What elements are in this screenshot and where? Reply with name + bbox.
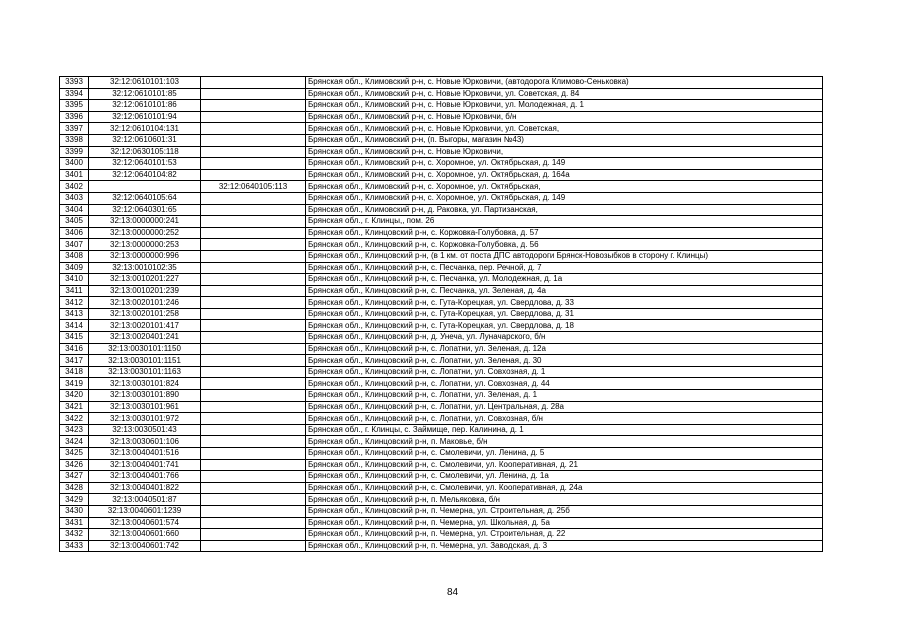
secondary-cadastral-number-cell — [201, 204, 306, 216]
secondary-cadastral-number-cell — [201, 390, 306, 402]
secondary-cadastral-number-cell — [201, 401, 306, 413]
address-cell: Брянская обл., Клинцовский р-н, с. Лопатни, ул. Зеленая, д. 1 — [306, 390, 823, 402]
cadastral-number-cell: 32:12:0640301:65 — [89, 204, 201, 216]
row-number-cell: 3411 — [60, 285, 89, 297]
address-cell: Брянская обл., Клинцовский р-н, п. Чемерна, ул. Строительная, д. 22 — [306, 529, 823, 541]
secondary-cadastral-number-cell — [201, 459, 306, 471]
table-row — [60, 343, 823, 355]
secondary-cadastral-number-cell — [201, 216, 306, 228]
table-row — [60, 424, 823, 436]
table-row — [60, 366, 823, 378]
registry-table-body — [60, 77, 823, 552]
table-row — [60, 204, 823, 216]
address-cell: Брянская обл., Клинцовский р-н, с. Смолевичи, ул. Ленина, д. 5 — [306, 448, 823, 460]
table-row — [60, 355, 823, 367]
row-number-cell: 3409 — [60, 262, 89, 274]
address-cell: Брянская обл., Клинцовский р-н, п. Маковье, б/н — [306, 436, 823, 448]
cadastral-number-cell: 32:13:0020101:417 — [89, 320, 201, 332]
row-number-cell: 3416 — [60, 343, 89, 355]
address-cell: Брянская обл., Клинцовский р-н, с. Гута-Корецкая, ул. Свердлова, д. 31 — [306, 308, 823, 320]
address-cell: Брянская обл., Клинцовский р-н, с. Гута-Корецкая, ул. Свердлова, д. 33 — [306, 297, 823, 309]
secondary-cadastral-number-cell — [201, 77, 306, 89]
row-number-cell: 3401 — [60, 169, 89, 181]
secondary-cadastral-number-cell — [201, 274, 306, 286]
cadastral-number-cell: 32:12:0610101:94 — [89, 111, 201, 123]
row-number-cell: 3418 — [60, 366, 89, 378]
row-number-cell: 3424 — [60, 436, 89, 448]
cadastral-number-cell: 32:13:0020101:258 — [89, 308, 201, 320]
table-row — [60, 123, 823, 135]
table-row — [60, 494, 823, 506]
address-cell: Брянская обл., Клинцовский р-н, п. Мельяковка, б/н — [306, 494, 823, 506]
secondary-cadastral-number-cell: 32:12:0640105:113 — [201, 181, 306, 193]
address-cell: Брянская обл., Клинцовский р-н, с. Гута-Корецкая, ул. Свердлова, д. 18 — [306, 320, 823, 332]
address-cell: Брянская обл., Клинцовский р-н, с. Смолевичи, ул. Кооперативная, д. 21 — [306, 459, 823, 471]
row-number-cell: 3417 — [60, 355, 89, 367]
address-cell: Брянская обл., Климовский р-н, с. Хоромное, ул. Октябрьская, д. 164а — [306, 169, 823, 181]
secondary-cadastral-number-cell — [201, 343, 306, 355]
address-cell: Брянская обл., Клинцовский р-н, с. Песчанка, ул. Зеленая, д. 4а — [306, 285, 823, 297]
table-row — [60, 297, 823, 309]
address-cell: Брянская обл., Климовский р-н, с. Новые Юрковичи, б/н — [306, 111, 823, 123]
cadastral-number-cell: 32:13:0030101:1163 — [89, 366, 201, 378]
table-row — [60, 285, 823, 297]
cadastral-number-cell: 32:13:0030101:1150 — [89, 343, 201, 355]
table-row — [60, 250, 823, 262]
page-number: 84 — [446, 587, 459, 598]
cadastral-number-cell: 32:13:0000000:252 — [89, 227, 201, 239]
table-row — [60, 88, 823, 100]
secondary-cadastral-number-cell — [201, 413, 306, 425]
secondary-cadastral-number-cell — [201, 250, 306, 262]
address-cell: Брянская обл., Клинцовский р-н, с. Лопатни, ул. Совхозная, д. 44 — [306, 378, 823, 390]
secondary-cadastral-number-cell — [201, 158, 306, 170]
address-cell: Брянская обл., Клинцовский р-н, п. Чемерна, ул. Строительная, д. 25б — [306, 505, 823, 517]
secondary-cadastral-number-cell — [201, 482, 306, 494]
cadastral-number-cell: 32:12:0640101:53 — [89, 158, 201, 170]
table-row — [60, 436, 823, 448]
address-cell: Брянская обл., Климовский р-н, с. Хоромное, ул. Октябрьская, — [306, 181, 823, 193]
row-number-cell: 3406 — [60, 227, 89, 239]
cadastral-number-cell — [89, 181, 201, 193]
secondary-cadastral-number-cell — [201, 297, 306, 309]
secondary-cadastral-number-cell — [201, 227, 306, 239]
cadastral-number-cell: 32:13:0040601:1239 — [89, 505, 201, 517]
address-cell: Брянская обл., Клинцовский р-н, с. Песчанка, ул. Молодежная, д. 1а — [306, 274, 823, 286]
secondary-cadastral-number-cell — [201, 332, 306, 344]
cadastral-number-cell: 32:13:0030601:106 — [89, 436, 201, 448]
cadastral-number-cell: 32:13:0040401:766 — [89, 471, 201, 483]
address-cell: Брянская обл., Клинцовский р-н, с. Песчанка, пер. Речной, д. 7 — [306, 262, 823, 274]
table-row — [60, 540, 823, 552]
row-number-cell: 3420 — [60, 390, 89, 402]
address-cell: Брянская обл., Климовский р-н, с. Новые Юрковичи, ул. Молодежная, д. 1 — [306, 100, 823, 112]
secondary-cadastral-number-cell — [201, 192, 306, 204]
row-number-cell: 3413 — [60, 308, 89, 320]
row-number-cell: 3429 — [60, 494, 89, 506]
row-number-cell: 3407 — [60, 239, 89, 251]
address-cell: Брянская обл., Клинцовский р-н, (в 1 км. от поста ДПС автодороги Брянск-Новозыбков в сторону г. Клинцы) — [306, 250, 823, 262]
cadastral-number-cell: 32:13:0030101:961 — [89, 401, 201, 413]
cadastral-number-cell: 32:13:0020101:246 — [89, 297, 201, 309]
row-number-cell: 3427 — [60, 471, 89, 483]
cadastral-number-cell: 32:13:0010201:239 — [89, 285, 201, 297]
secondary-cadastral-number-cell — [201, 366, 306, 378]
table-row — [60, 471, 823, 483]
cadastral-number-cell: 32:12:0630105:118 — [89, 146, 201, 158]
cadastral-number-cell: 32:13:0030501:43 — [89, 424, 201, 436]
cadastral-number-cell: 32:13:0040401:741 — [89, 459, 201, 471]
cadastral-number-cell: 32:13:0000000:241 — [89, 216, 201, 228]
cadastral-number-cell: 32:13:0040601:574 — [89, 517, 201, 529]
row-number-cell: 3422 — [60, 413, 89, 425]
cadastral-number-cell: 32:13:0040401:822 — [89, 482, 201, 494]
table-row — [60, 146, 823, 158]
address-cell: Брянская обл., Климовский р-н, с. Хоромное, ул. Октябрьская, д. 149 — [306, 158, 823, 170]
secondary-cadastral-number-cell — [201, 308, 306, 320]
address-cell: Брянская обл., Климовский р-н, д. Раковка, ул. Партизанская, — [306, 204, 823, 216]
row-number-cell: 3394 — [60, 88, 89, 100]
table-row — [60, 529, 823, 541]
table-row — [60, 482, 823, 494]
registry-table — [59, 76, 823, 552]
cadastral-number-cell: 32:13:0040401:516 — [89, 448, 201, 460]
table-row — [60, 390, 823, 402]
secondary-cadastral-number-cell — [201, 134, 306, 146]
secondary-cadastral-number-cell — [201, 471, 306, 483]
secondary-cadastral-number-cell — [201, 285, 306, 297]
table-row — [60, 239, 823, 251]
secondary-cadastral-number-cell — [201, 424, 306, 436]
table-row — [60, 274, 823, 286]
table-row — [60, 517, 823, 529]
table-row — [60, 192, 823, 204]
cadastral-number-cell: 32:13:0040601:660 — [89, 529, 201, 541]
cadastral-number-cell: 32:13:0030101:1151 — [89, 355, 201, 367]
row-number-cell: 3415 — [60, 332, 89, 344]
table-row — [60, 308, 823, 320]
cadastral-number-cell: 32:13:0030101:890 — [89, 390, 201, 402]
cadastral-number-cell: 32:13:0030101:824 — [89, 378, 201, 390]
cadastral-number-cell: 32:12:0610601:31 — [89, 134, 201, 146]
cadastral-number-cell: 32:12:0610104:131 — [89, 123, 201, 135]
row-number-cell: 3433 — [60, 540, 89, 552]
address-cell: Брянская обл., г. Клинцы,, пом. 26 — [306, 216, 823, 228]
secondary-cadastral-number-cell — [201, 517, 306, 529]
table-row — [60, 181, 823, 193]
table-row — [60, 262, 823, 274]
address-cell: Брянская обл., Климовский р-н, с. Новые Юрковичи, — [306, 146, 823, 158]
address-cell: Брянская обл., Климовский р-н, с. Новые Юрковичи, ул. Советская, — [306, 123, 823, 135]
address-cell: Брянская обл., Клинцовский р-н, п. Чемерна, ул. Школьная, д. 5а — [306, 517, 823, 529]
address-cell: Брянская обл., Климовский р-н, (п. Выгоры, магазин №43) — [306, 134, 823, 146]
row-number-cell: 3395 — [60, 100, 89, 112]
cadastral-number-cell: 32:13:0010102:35 — [89, 262, 201, 274]
table-row — [60, 134, 823, 146]
row-number-cell: 3428 — [60, 482, 89, 494]
cadastral-number-cell: 32:12:0640105:64 — [89, 192, 201, 204]
table-row — [60, 459, 823, 471]
address-cell: Брянская обл., Клинцовский р-н, с. Коржовка-Голубовка, д. 57 — [306, 227, 823, 239]
row-number-cell: 3430 — [60, 505, 89, 517]
table-row — [60, 320, 823, 332]
table-row — [60, 169, 823, 181]
address-cell: Брянская обл., Клинцовский р-н, с. Лопатни, ул. Совхозная, б/н — [306, 413, 823, 425]
secondary-cadastral-number-cell — [201, 169, 306, 181]
row-number-cell: 3414 — [60, 320, 89, 332]
address-cell: Брянская обл., Клинцовский р-н, с. Лопатни, ул. Совхозная, д. 1 — [306, 366, 823, 378]
table-row — [60, 100, 823, 112]
address-cell: Брянская обл., Клинцовский р-н, д. Унеча, ул. Луначарского, б/н — [306, 332, 823, 344]
cadastral-number-cell: 32:13:0010201:227 — [89, 274, 201, 286]
address-cell: Брянская обл., Климовский р-н, с. Новые Юрковичи, (автодорога Климово-Сеньковка) — [306, 77, 823, 89]
row-number-cell: 3423 — [60, 424, 89, 436]
secondary-cadastral-number-cell — [201, 88, 306, 100]
secondary-cadastral-number-cell — [201, 494, 306, 506]
secondary-cadastral-number-cell — [201, 146, 306, 158]
row-number-cell: 3400 — [60, 158, 89, 170]
address-cell: Брянская обл., Клинцовский р-н, с. Лопатни, ул. Зеленая, д. 30 — [306, 355, 823, 367]
address-cell: Брянская обл., Клинцовский р-н, с. Лопатни, ул. Зеленая, д. 12а — [306, 343, 823, 355]
address-cell: Брянская обл., Климовский р-н, с. Хоромное, ул. Октябрьская, д. 149 — [306, 192, 823, 204]
table-row — [60, 158, 823, 170]
row-number-cell: 3410 — [60, 274, 89, 286]
table-row — [60, 227, 823, 239]
row-number-cell: 3432 — [60, 529, 89, 541]
secondary-cadastral-number-cell — [201, 448, 306, 460]
row-number-cell: 3399 — [60, 146, 89, 158]
row-number-cell: 3403 — [60, 192, 89, 204]
row-number-cell: 3405 — [60, 216, 89, 228]
secondary-cadastral-number-cell — [201, 100, 306, 112]
cadastral-number-cell: 32:12:0610101:86 — [89, 100, 201, 112]
row-number-cell: 3397 — [60, 123, 89, 135]
row-number-cell: 3425 — [60, 448, 89, 460]
address-cell: Брянская обл., Климовский р-н, с. Новые Юрковичи, ул. Советская, д. 84 — [306, 88, 823, 100]
table-row — [60, 448, 823, 460]
row-number-cell: 3393 — [60, 77, 89, 89]
row-number-cell: 3431 — [60, 517, 89, 529]
table-row — [60, 77, 823, 89]
secondary-cadastral-number-cell — [201, 111, 306, 123]
cadastral-number-cell: 32:13:0000000:253 — [89, 239, 201, 251]
table-row — [60, 413, 823, 425]
row-number-cell: 3396 — [60, 111, 89, 123]
row-number-cell: 3426 — [60, 459, 89, 471]
table-row — [60, 378, 823, 390]
address-cell: Брянская обл., Клинцовский р-н, с. Смолевичи, ул. Кооперативная, д. 24а — [306, 482, 823, 494]
row-number-cell: 3408 — [60, 250, 89, 262]
address-cell: Брянская обл., Клинцовский р-н, п. Чемерна, ул. Заводская, д. 3 — [306, 540, 823, 552]
row-number-cell: 3421 — [60, 401, 89, 413]
table-row — [60, 332, 823, 344]
cadastral-number-cell: 32:13:0020401:241 — [89, 332, 201, 344]
secondary-cadastral-number-cell — [201, 505, 306, 517]
cadastral-number-cell: 32:12:0610101:103 — [89, 77, 201, 89]
secondary-cadastral-number-cell — [201, 355, 306, 367]
table-row — [60, 111, 823, 123]
cadastral-number-cell: 32:12:0640104:82 — [89, 169, 201, 181]
address-cell: Брянская обл., Клинцовский р-н, с. Лопатни, ул. Центральная, д. 28а — [306, 401, 823, 413]
cadastral-number-cell: 32:13:0040601:742 — [89, 540, 201, 552]
address-cell: Брянская обл., Клинцовский р-н, с. Смолевичи, ул. Ленина, д. 1а — [306, 471, 823, 483]
address-cell: Брянская обл., г. Клинцы, с. Займище, пер. Калинина, д. 1 — [306, 424, 823, 436]
address-cell: Брянская обл., Клинцовский р-н, с. Коржовка-Голубовка, д. 56 — [306, 239, 823, 251]
row-number-cell: 3398 — [60, 134, 89, 146]
table-row — [60, 505, 823, 517]
cadastral-number-cell: 32:12:0610101:85 — [89, 88, 201, 100]
row-number-cell: 3404 — [60, 204, 89, 216]
row-number-cell: 3419 — [60, 378, 89, 390]
secondary-cadastral-number-cell — [201, 436, 306, 448]
row-number-cell: 3412 — [60, 297, 89, 309]
table-row — [60, 216, 823, 228]
secondary-cadastral-number-cell — [201, 239, 306, 251]
cadastral-number-cell: 32:13:0040501:87 — [89, 494, 201, 506]
table-row — [60, 401, 823, 413]
cadastral-number-cell: 32:13:0030101:972 — [89, 413, 201, 425]
cadastral-number-cell: 32:13:0000000:996 — [89, 250, 201, 262]
secondary-cadastral-number-cell — [201, 540, 306, 552]
secondary-cadastral-number-cell — [201, 378, 306, 390]
secondary-cadastral-number-cell — [201, 262, 306, 274]
row-number-cell: 3402 — [60, 181, 89, 193]
secondary-cadastral-number-cell — [201, 123, 306, 135]
secondary-cadastral-number-cell — [201, 529, 306, 541]
secondary-cadastral-number-cell — [201, 320, 306, 332]
